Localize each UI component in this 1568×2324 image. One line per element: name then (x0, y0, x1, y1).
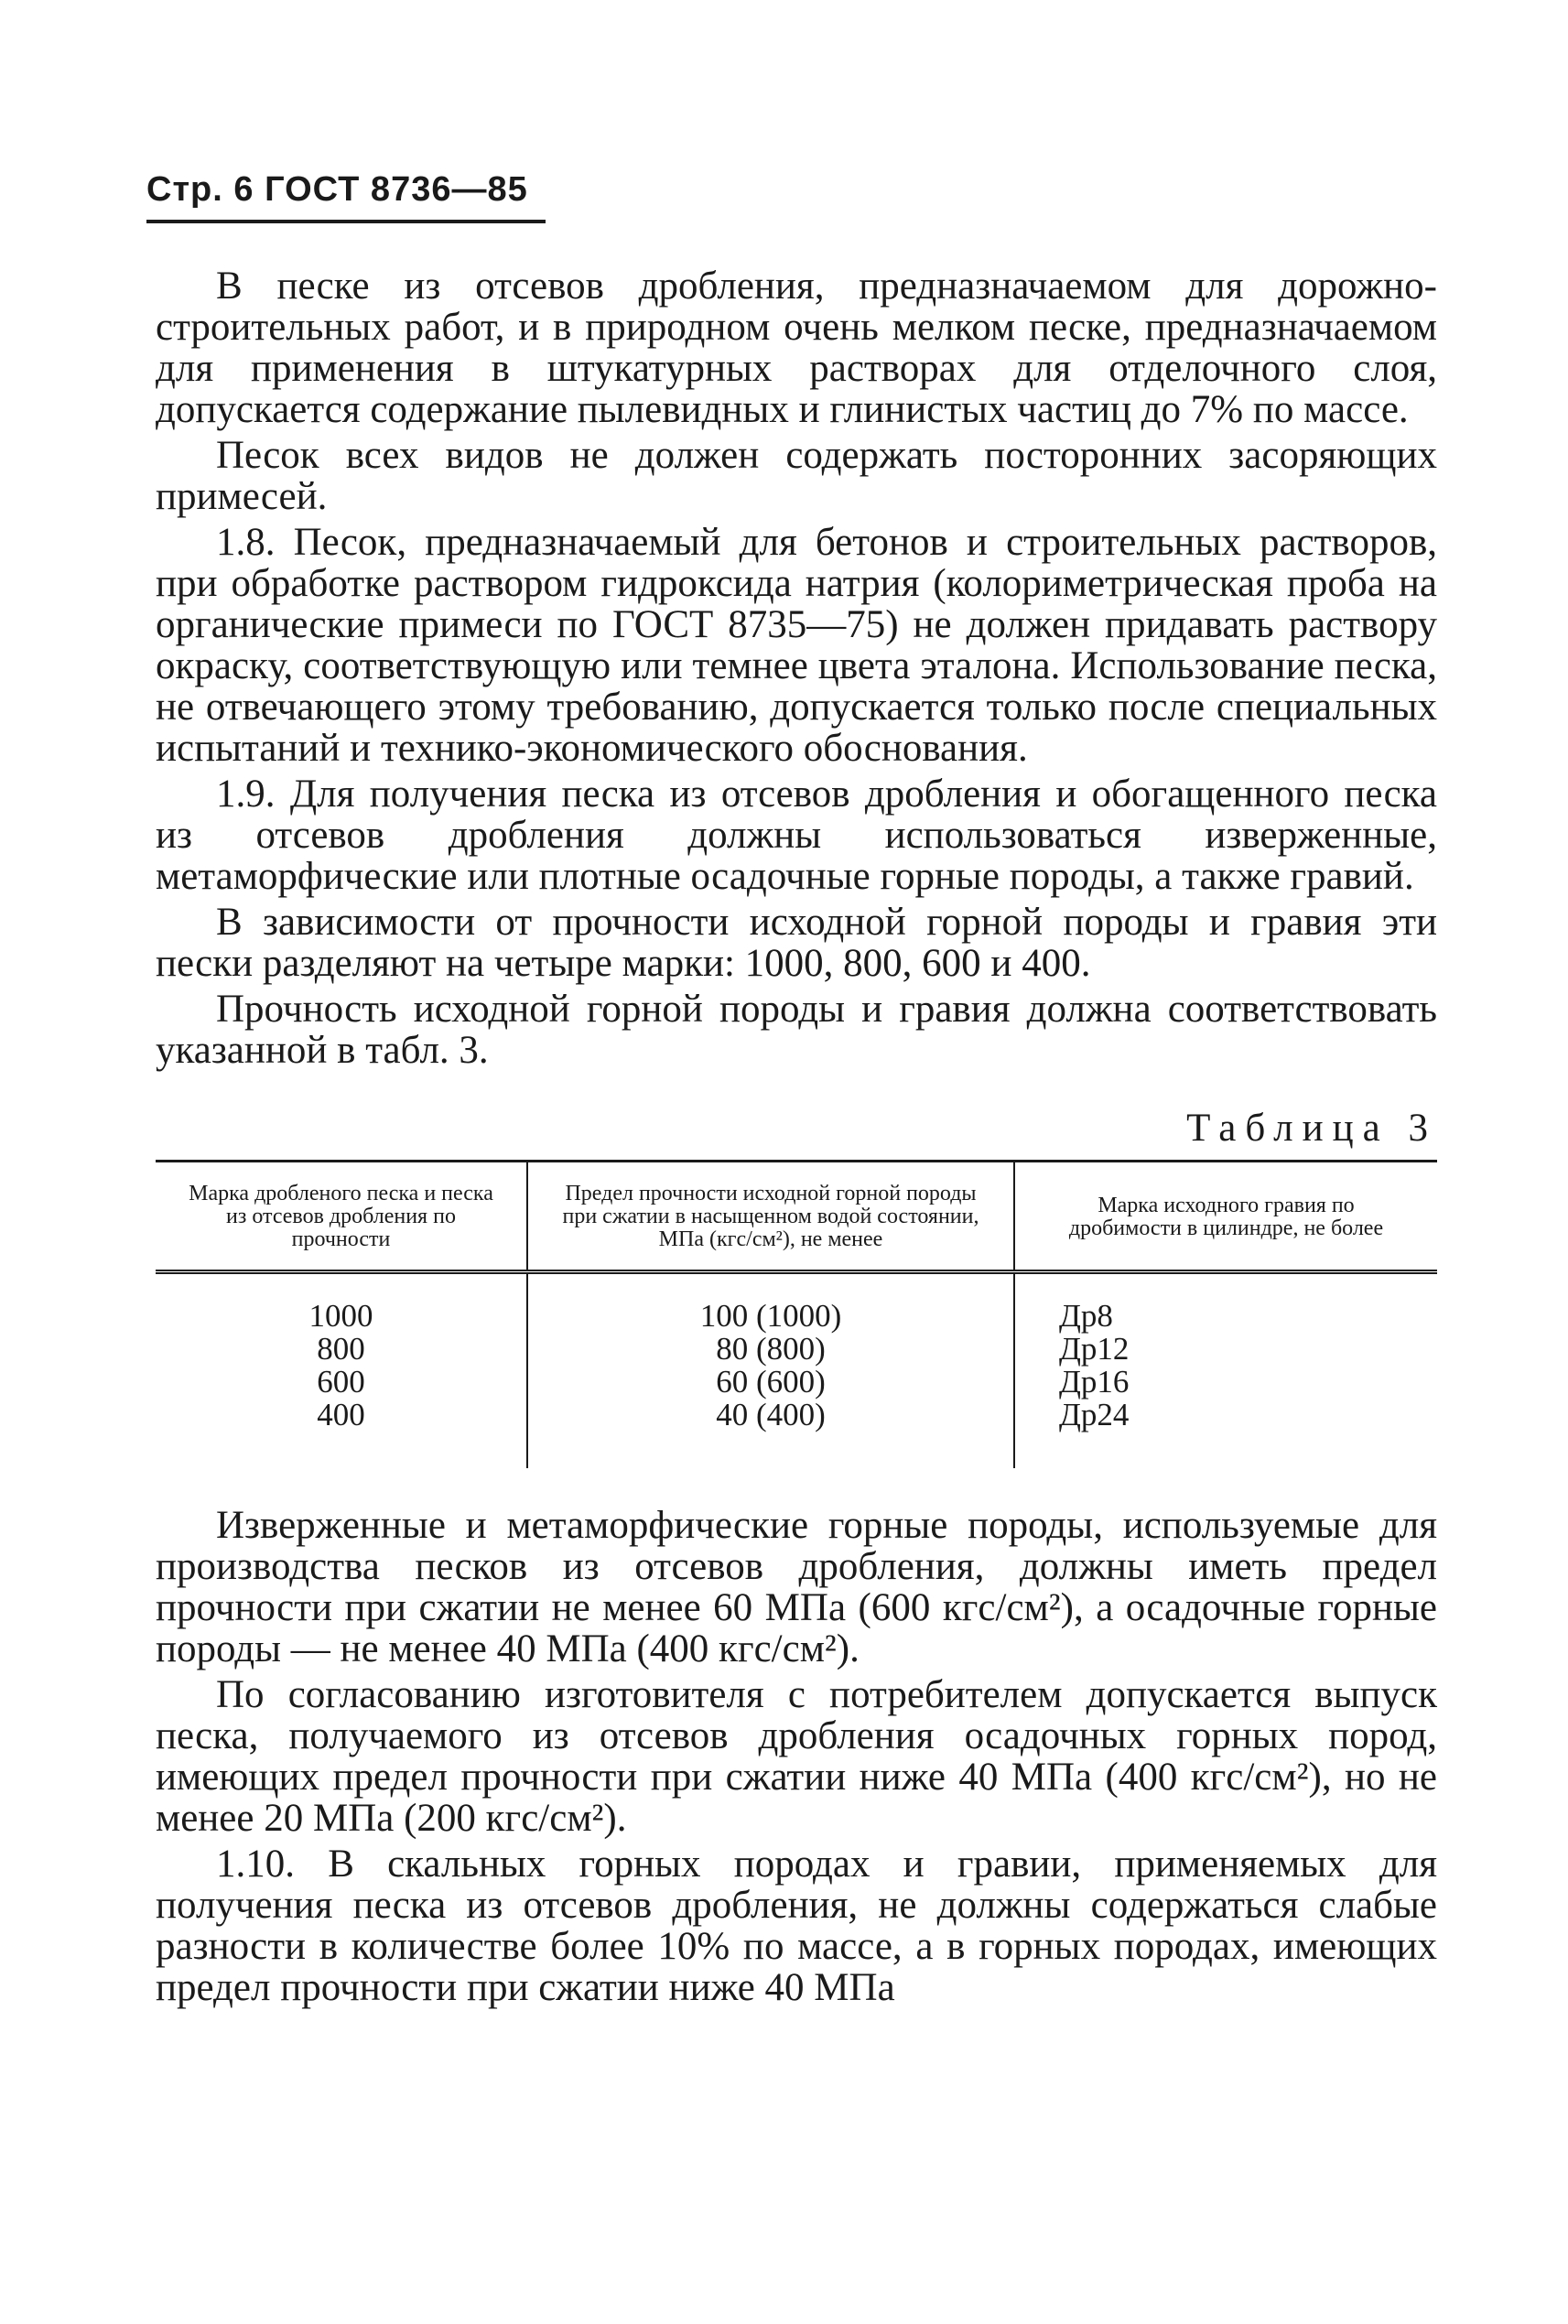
table-header-row (156, 1162, 1437, 1272)
table-col-gravel-grade (1014, 1272, 1437, 1469)
table-cell: Др16 (1059, 1364, 1130, 1400)
table-3 (156, 1160, 1437, 1468)
paragraph-1-8: 1.8. Песок, предназначаемый для бетонов и строительных растворов, при обработке раствором гидроксида натрия (колориметрическая проба на органические примеси по ГОСТ 8735—75) не должен придавать раствору окраску, соответствующую или темнее цвета эталона. Использование песка, не отвечающего этому требованию, допускается только после специальных испытаний и технико-экономического обоснования. (156, 521, 1437, 770)
table-cell: 80 (800) (716, 1331, 826, 1367)
table-cell: 1000 (308, 1298, 373, 1334)
table-cell: 800 (317, 1331, 365, 1367)
table-header-gravel-grade: Марка исходного гравия по дробимости в цилиндре, не более (1014, 1162, 1437, 1272)
table-cell: 100 (1000) (699, 1298, 842, 1334)
paragraph-igneous-strength: Изверженные и метаморфические горные породы, используемые для производства песков из отсевов дробления, должны иметь предел прочности при сжатии не менее 60 МПа (600 кгс/см²), а осадочные горные породы — не менее 40 МПа (400 кгс/см²). (156, 1504, 1437, 1670)
paragraph-no-impurities: Песок всех видов не должен содержать посторонних засоряющих примесей. (156, 434, 1437, 518)
table-col-rock-strength (527, 1272, 1014, 1469)
table-cell: 40 (400) (716, 1397, 826, 1432)
table-header-rock-strength: Предел прочности исходной горной породы при сжатии в насыщенном водой состоянии, МПа (кгс/см²), не менее (527, 1162, 1014, 1272)
paragraph-grades: В зависимости от прочности исходной горной породы и гравия эти пески разделяют на четыре марки: 1000, 800, 600 и 400. (156, 901, 1437, 985)
paragraph-1-9: 1.9. Для получения песка из отсевов дробления и обогащенного песка из отсевов дробления должны использоваться изверженные, метаморфические или плотные осадочные горные породы, а также гравий. (156, 773, 1437, 898)
page-header: Стр. 6 ГОСТ 8736—85 (146, 170, 528, 209)
header-rule (146, 220, 546, 223)
table-cell: Др12 (1059, 1331, 1130, 1367)
table-cell: 600 (317, 1364, 365, 1400)
paragraph-table-ref: Прочность исходной горной породы и гравия должна соответствовать указанной в табл. 3. (156, 988, 1437, 1072)
table-cell: Др8 (1059, 1298, 1113, 1334)
table-title: Таблица 3 (1186, 1107, 1437, 1150)
document-body (156, 265, 1437, 2013)
paragraph-agreement: По согласованию изготовителя с потребителем допускается выпуск песка, получаемого из отсевов дробления осадочных горных пород, имеющих предел прочности при сжатии ниже 40 МПа (400 кгс/см²), но не менее 20 МПа (200 кгс/см²). (156, 1673, 1437, 1840)
table-cell: Др24 (1059, 1397, 1130, 1432)
table-row (156, 1272, 1437, 1469)
table-col-sand-grade (156, 1272, 527, 1469)
table-cell: 400 (317, 1397, 365, 1432)
paragraph-dust-content: В песке из отсевов дробления, предназначаемом для дорожно-строительных работ, и в природном очень мелком песке, предназначаемом для применения в штукатурных растворах для отделочного слоя, допускается содержание пылевидных и глинистых частиц до 7% по массе. (156, 265, 1437, 431)
table-cell: 60 (600) (716, 1364, 826, 1400)
paragraph-1-10: 1.10. В скальных горных породах и гравии, применяемых для получения песка из отсевов дробления, не должны содержаться слабые разности в количестве более 10% по массе, а в горных породах, имеющих предел прочности при сжатии ниже 40 МПа (156, 1843, 1437, 2009)
table-header-sand-grade: Марка дробленого песка и песка из отсевов дробления по прочности (156, 1162, 527, 1272)
